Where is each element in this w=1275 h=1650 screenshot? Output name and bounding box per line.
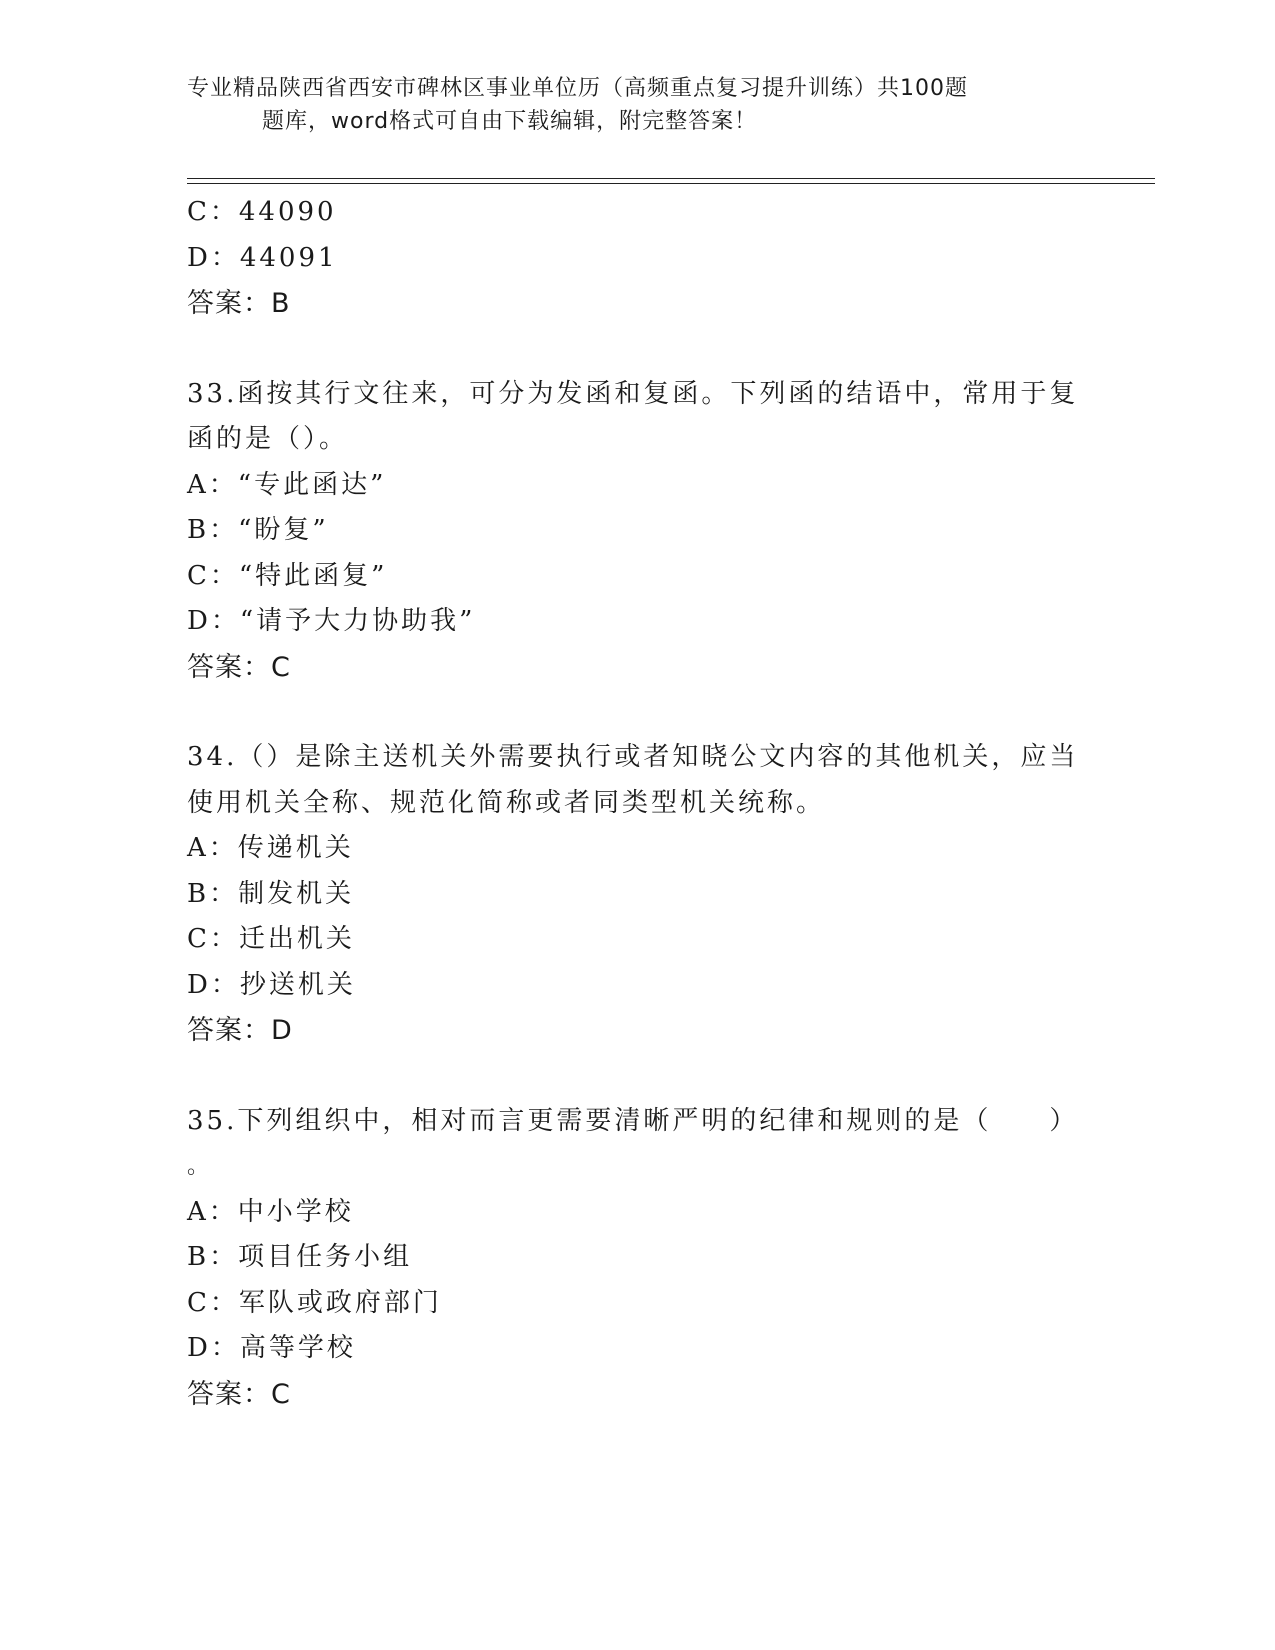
option-b: B：制发机关: [187, 878, 355, 909]
option-d: D：“请予大力协助我”: [187, 606, 476, 636]
option-b: B：项目任务小组: [187, 1242, 413, 1272]
answer-line: 答案：C: [187, 651, 291, 683]
previous-question-tail: [187, 190, 1087, 327]
option-b: B：“盼复”: [187, 515, 329, 545]
question-35: [187, 1099, 1087, 1418]
option-d: D：抄送机关: [187, 969, 356, 1000]
option-c: C：“特此函复”: [187, 560, 388, 591]
answer-line: 答案：B: [187, 288, 291, 319]
question-stem-line: 使用机关全称、规范化简称或者同类型机关统称。: [187, 787, 826, 818]
header-rule-bottom: [187, 183, 1155, 184]
question-34: [187, 735, 1087, 1054]
option-c: C：迁出机关: [187, 924, 355, 954]
document-header: [187, 72, 1047, 138]
answer-line: 答案：C: [187, 1378, 291, 1410]
question-stem-line: 35.下列组织中，相对而言更需要清晰严明的纪律和规则的是（ ）: [187, 1105, 1079, 1136]
question-stem-line: 34.（）是除主送机关外需要执行或者知晓公文内容的其他机关，应当: [187, 742, 1079, 772]
option-c: C：44090: [187, 197, 337, 227]
question-stem-line: 。: [187, 1154, 213, 1179]
header-rule-top: [187, 178, 1155, 179]
question-stem-line: 函的是（）。: [187, 424, 349, 454]
option-a: A：中小学校: [187, 1196, 354, 1227]
option-d: D：44091: [187, 242, 338, 273]
option-a: A：传递机关: [187, 833, 354, 863]
question-list: [187, 190, 1087, 1417]
option-a: A：“专此函达”: [187, 469, 387, 500]
option-d: D：高等学校: [187, 1333, 356, 1363]
header-title-line-1: 专业精品陕西省西安市碑林区事业单位历（高频重点复习提升训练）共100题: [187, 76, 968, 101]
question-33: [187, 372, 1087, 691]
option-c: C：军队或政府部门: [187, 1287, 442, 1318]
answer-line: 答案：D: [187, 1015, 293, 1046]
header-title-line-2: 题库，word格式可自由下载编辑，附完整答案！: [262, 109, 758, 134]
question-stem-line: 33.函按其行文往来，可分为发函和复函。下列函的结语中，常用于复: [187, 378, 1079, 409]
